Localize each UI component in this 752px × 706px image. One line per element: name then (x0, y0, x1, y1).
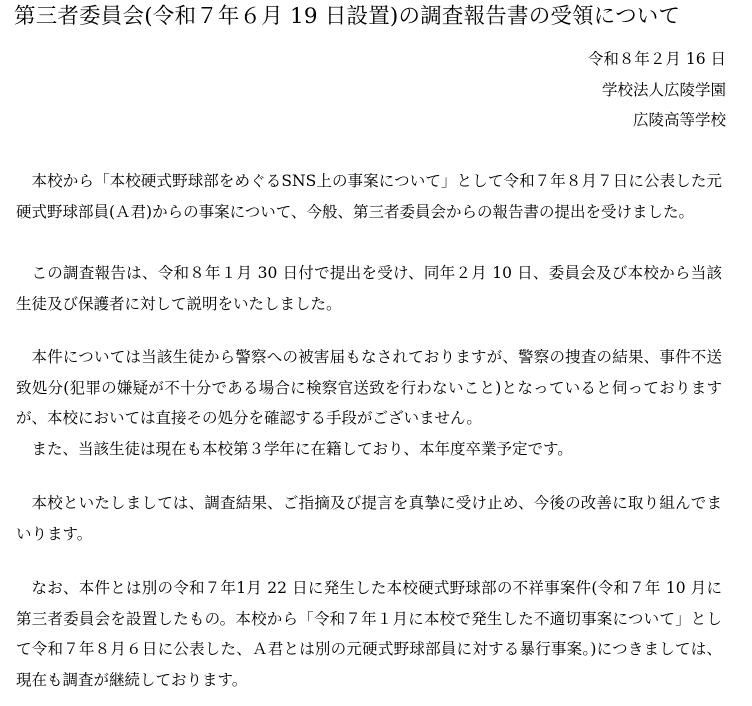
paragraph-separate-case: なお、本件とは別の令和７年1月 22 日に発生した本校硬式野球部の不祥事案件(令和７年 10 月に第三者委員会を設置したもの。本校から「令和７年１月に本校で発生した不適切事案について」として令和７年８月６日に公表した、Ａ君とは別の元硬式野球部員に対する暴行事案。)につきましては、現在も調査が継続しております。 (16, 579, 722, 689)
paragraph-announcement: 本校から「本校硬式野球部をめぐるSNS上の事案について」として令和７年８月７日に公表した元硬式野球部員(Ａ君)からの事案について、今般、第三者委員会からの報告書の提出を受けました。 (16, 172, 722, 221)
organization-name: 学校法人広陵学園 (601, 80, 726, 99)
document-meta (588, 44, 726, 136)
document-date: 令和８年２月 16 日 (587, 50, 726, 68)
paragraph-student-status: また、当該生徒は現在も本校第３学年に在籍しており、本年度卒業予定です。 (31, 440, 573, 458)
paragraph-police-result: 本件については当該生徒から警察への被害届もなされておりますが、警察の捜査の結果、事件不送致処分(犯罪の嫌疑が不十分である場合に検察官送致を行わないこと)となっていると伺っておりますが、本校においては直接その処分を確認する手段がございません。 (16, 348, 722, 427)
paragraph-report-explanation: この調査報告は、令和８年１月 30 日付で提出を受け、同年２月 10 日、委員会及び本校から当該生徒及び保護者に対して説明をいたしました。 (16, 264, 722, 313)
paragraph-school-response: 本校といたしましては、調査結果、ご指摘及び提言を真摯に受け止め、今後の改善に取り組んでまいります。 (16, 494, 722, 543)
school-name: 広陵高等学校 (632, 111, 726, 129)
document-title: 第三者委員会(令和７年６月 19 日設置)の調査報告書の受領について (14, 4, 681, 29)
